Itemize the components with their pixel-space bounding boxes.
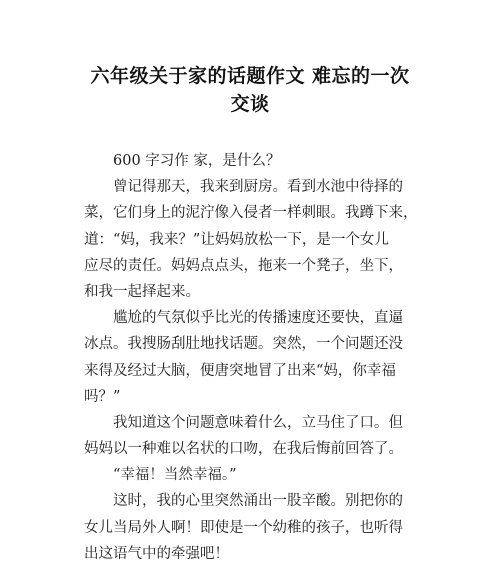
body-line: 尴尬的气氛似乎比光的传播速度还要快，直逼 (113, 310, 403, 327)
body-line: 道：“妈，我来？”让妈妈放松一下，是一个女儿 (84, 231, 389, 248)
body-line: 曾记得那天，我来到厨房。看到水池中待择的 (113, 179, 403, 196)
body-line: 来得及经过大脑，便唐突地冒了出来“妈，你幸福 (84, 362, 396, 379)
body-line: 我知道这个问题意味着什么，立马住了口。但 (113, 414, 403, 431)
article-title (70, 62, 430, 118)
body-line: 出这语气中的牵强吧！ (84, 545, 229, 562)
title-line: 交谈 (230, 93, 270, 115)
body-line: 菜，它们身上的泥泞像入侵者一样刺眼。我蹲下来， (84, 205, 418, 222)
body-line: 这时，我的心里突然涌出一股辛酸。别把你的 (113, 493, 403, 510)
body-line: 妈妈以一种难以名状的口吻，在我后悔前回答了。 (84, 441, 403, 458)
body-line: 应尽的责任。妈妈点点头，拖来一个凳子，坐下， (84, 257, 403, 274)
body-line: 和我一起择起来。 (84, 283, 200, 300)
body-line: “幸福！当然幸福。” (113, 467, 237, 484)
body-line: 女儿当局外人啊！即使是一个幼稚的孩子，也听得 (84, 519, 403, 536)
body-line: 冰点。我搜肠刮肚地找话题。突然，一个问题还没 (84, 336, 403, 353)
title-line: 六年级关于家的话题作文 难忘的一次 (90, 65, 410, 87)
body-line: 吗？” (84, 388, 121, 405)
article-body (84, 148, 420, 567)
body-line: 600 字习作 家，是什么？ (113, 153, 281, 169)
